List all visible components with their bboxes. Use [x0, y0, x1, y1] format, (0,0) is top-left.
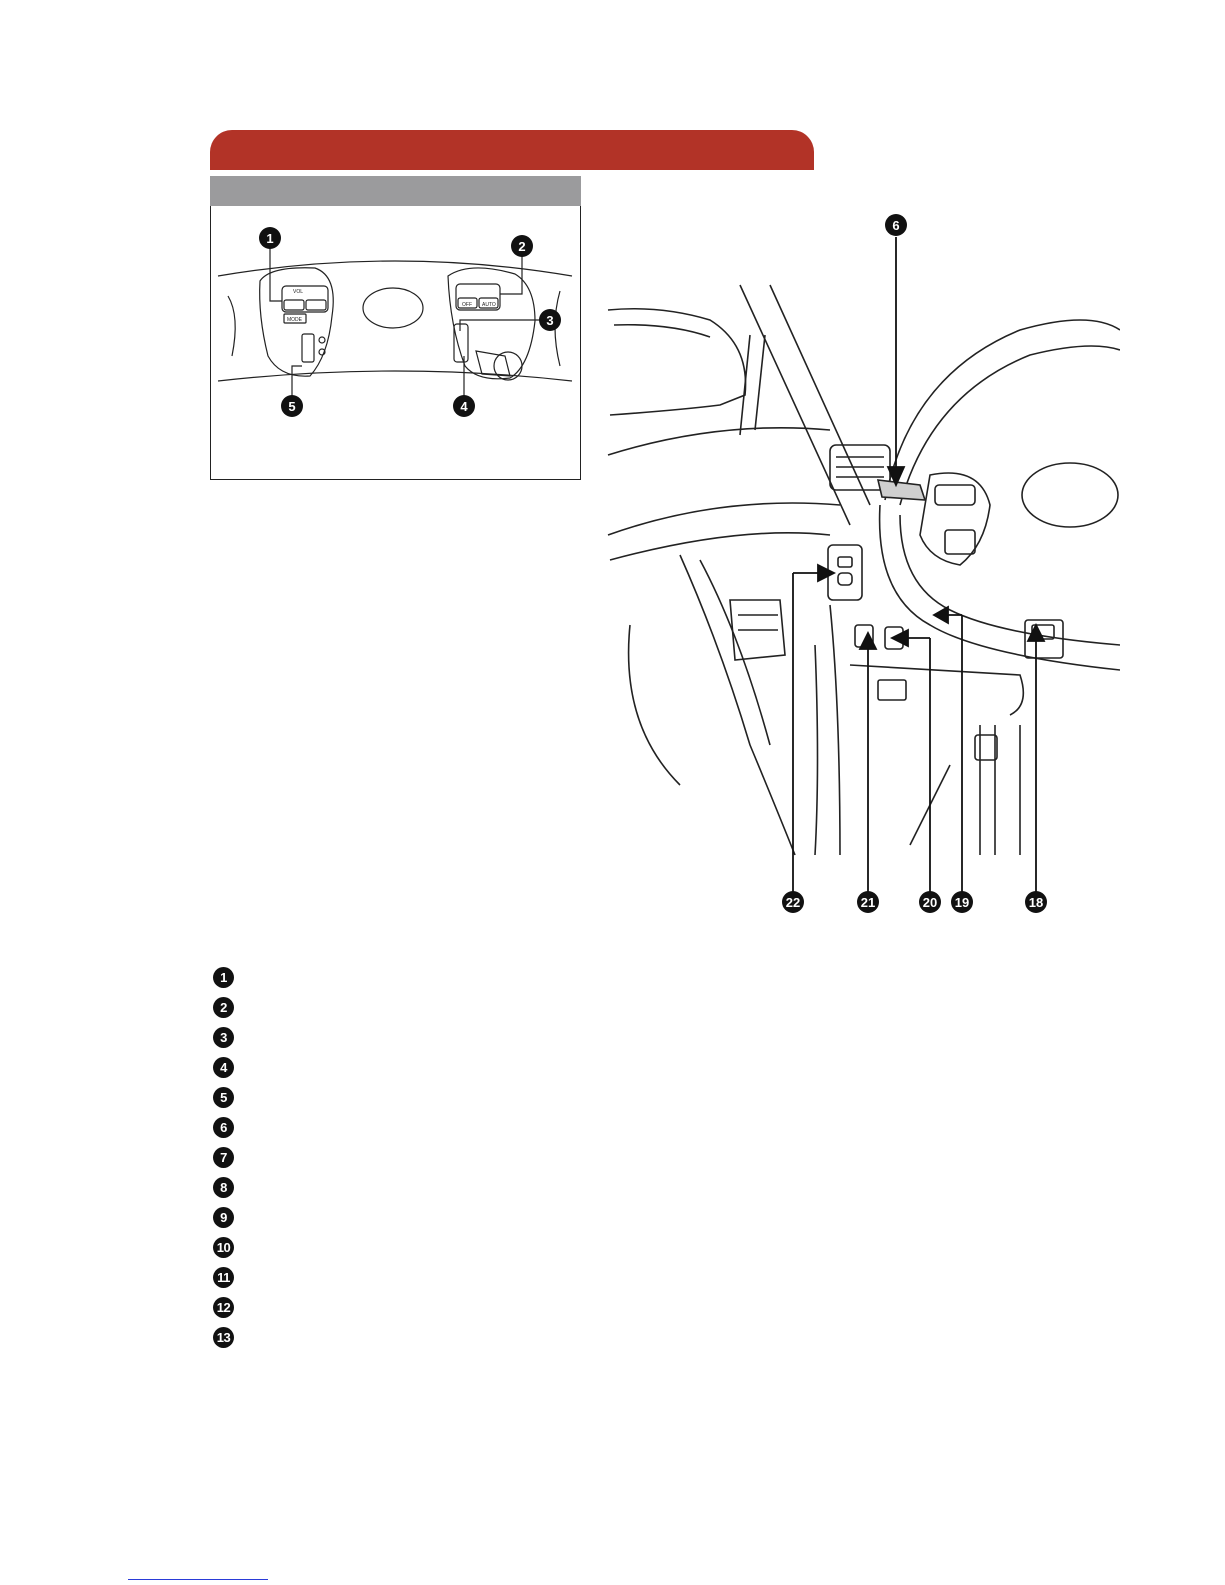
legend-number-badge: 6	[213, 1117, 234, 1138]
svg-text:3: 3	[546, 313, 554, 328]
svg-text:2: 2	[518, 239, 526, 254]
legend-number-badge: 4	[213, 1057, 234, 1078]
legend-item	[213, 1262, 813, 1292]
legend-item	[213, 1022, 813, 1052]
callout-2	[511, 235, 533, 257]
vol-label: VOL	[293, 289, 304, 295]
svg-text:1: 1	[266, 231, 274, 246]
legend-number-badge: 13	[213, 1327, 234, 1348]
legend-item	[213, 992, 813, 1022]
auto-label: AUTO	[482, 302, 496, 308]
svg-text:18: 18	[1028, 895, 1044, 910]
legend-item	[213, 962, 813, 992]
legend-number-badge: 12	[213, 1297, 234, 1318]
legend-number-badge: 3	[213, 1027, 234, 1048]
callout-1	[259, 227, 281, 249]
svg-text:22: 22	[785, 895, 801, 910]
legend-number-badge: 7	[213, 1147, 234, 1168]
legend-number-badge: 1	[213, 967, 234, 988]
legend-number-badge: 10	[213, 1237, 234, 1258]
callout-18	[1025, 891, 1047, 913]
legend-number-badge: 11	[213, 1267, 234, 1288]
cockpit-illustration	[600, 205, 1120, 925]
svg-text:19: 19	[954, 895, 970, 910]
callout-3	[539, 309, 561, 331]
legend-item	[213, 1142, 813, 1172]
steering-controls-illustration	[210, 206, 581, 480]
legend-list	[213, 962, 813, 1352]
legend-item	[213, 1322, 813, 1352]
svg-text:6: 6	[892, 218, 900, 233]
legend-item	[213, 1052, 813, 1082]
legend-item	[213, 1202, 813, 1232]
callout-5	[281, 395, 303, 417]
footer-link-underline[interactable]	[128, 1579, 268, 1580]
callout-20	[919, 891, 941, 913]
legend-number-badge: 9	[213, 1207, 234, 1228]
svg-text:20: 20	[922, 895, 938, 910]
off-label: OFF	[462, 302, 472, 308]
svg-text:5: 5	[288, 399, 296, 414]
legend-item	[213, 1292, 813, 1322]
mode-label: MODE	[287, 317, 302, 323]
svg-text:21: 21	[860, 895, 876, 910]
legend-item	[213, 1082, 813, 1112]
svg-text:4: 4	[460, 399, 468, 414]
inset-title-bar	[210, 176, 581, 206]
legend-item	[213, 1232, 813, 1262]
legend-item	[213, 1172, 813, 1202]
callout-4	[453, 395, 475, 417]
callout-21	[857, 891, 879, 913]
legend-number-badge: 8	[213, 1177, 234, 1198]
callout-22	[782, 891, 804, 913]
legend-item	[213, 1112, 813, 1142]
callout-6	[885, 214, 907, 236]
callout-19	[951, 891, 973, 913]
legend-number-badge: 2	[213, 997, 234, 1018]
legend-number-badge: 5	[213, 1087, 234, 1108]
section-header-banner	[210, 130, 814, 170]
